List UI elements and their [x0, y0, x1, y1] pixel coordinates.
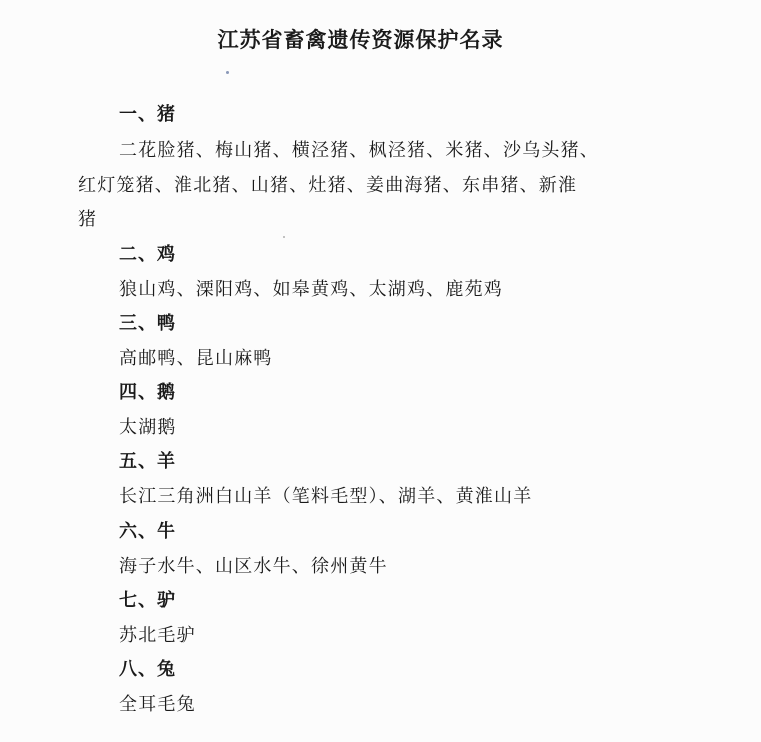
section-rabbit-line-1: 全耳毛兔 [119, 694, 196, 715]
section-cattle-line-1: 海子水牛、山区水牛、徐州黄牛 [119, 556, 388, 577]
section-donkey-line-1: 苏北毛驴 [119, 625, 196, 646]
section-duck-line-1: 高邮鸭、昆山麻鸭 [119, 348, 273, 369]
section-sheep-line-1: 长江三角洲白山羊（笔料毛型）、湖羊、黄淮山羊 [119, 486, 533, 507]
section-heading-sheep: 五、羊 [119, 451, 176, 472]
document-title [0, 24, 761, 54]
section-heading-chicken: 二、鸡 [119, 244, 176, 265]
document-title-text: 江苏省畜禽遗传资源保护名录 [217, 28, 504, 52]
section-heading-duck: 三、鸭 [119, 313, 176, 334]
section-heading-cattle: 六、牛 [119, 521, 176, 542]
section-pig-line-2: 红灯笼猪、淮北猪、山猪、灶猪、姜曲海猪、东串猪、新淮 [78, 175, 578, 196]
section-heading-rabbit: 八、兔 [119, 659, 176, 680]
section-heading-donkey: 七、驴 [119, 590, 176, 611]
section-pig-line-3: 猪 [78, 209, 98, 230]
section-heading-goose: 四、鹅 [119, 382, 176, 403]
section-heading-pig: 一、猪 [119, 104, 176, 125]
scan-speck [283, 236, 285, 238]
section-chicken-line-1: 狼山鸡、溧阳鸡、如皋黄鸡、太湖鸡、鹿苑鸡 [119, 279, 503, 300]
section-goose-line-1: 太湖鹅 [119, 417, 177, 438]
scan-speck [226, 71, 229, 74]
section-pig-line-1: 二花脸猪、梅山猪、横泾猪、枫泾猪、米猪、沙乌头猪、 [119, 140, 599, 161]
